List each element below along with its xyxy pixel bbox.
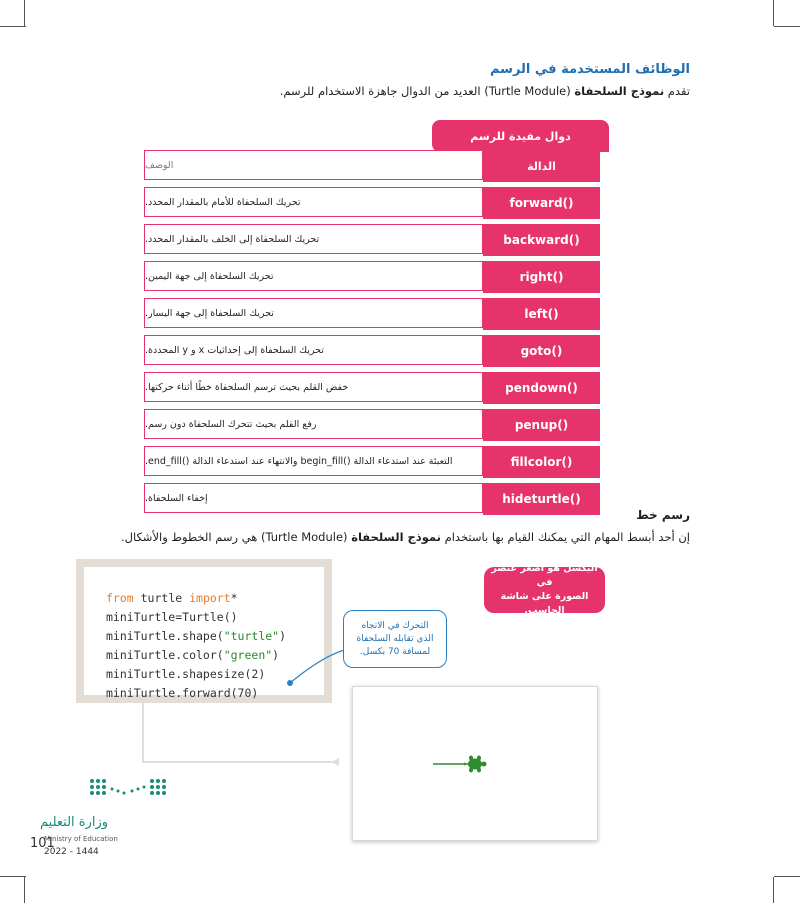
pixel-callout (484, 563, 605, 616)
drawing-text: إن أحد أبسط المهام التي يمكنك القيام بها باستخدام نموذج السلحفاة (Turtle Module) هي رسم الخطوط والأشكال. (120, 530, 690, 544)
row-function: right() (483, 261, 600, 293)
row-description: تحريك السلحفاة إلى إحداثيات x و y المحددة. (144, 335, 483, 365)
row-function: pendown() (483, 372, 600, 404)
arrow-head (331, 758, 339, 766)
move-callout-line: الذي تقابله السلحفاة (356, 633, 434, 644)
code-to-canvas-line (143, 703, 336, 762)
turtle-drawing (353, 687, 597, 840)
turtle-icon (464, 756, 487, 773)
header-description: الوصف (144, 150, 483, 180)
ministry-name-ar: وزارة التعليم (40, 815, 109, 830)
callout-pointer-dot (287, 680, 293, 686)
drawing-title: رسم خط (636, 508, 690, 522)
move-callout-line: لمسافة 70 بكسل. (359, 646, 431, 657)
row-function: left() (483, 298, 600, 330)
ministry-name-en: Ministry of Education (44, 835, 118, 843)
code-line: miniTurtle.shapesize(2) (106, 667, 266, 681)
turtle-canvas (352, 686, 598, 841)
pixel-callout-line: البكسل هو أصغر عنصر في (491, 563, 598, 588)
row-description: تحريك السلحفاة إلى جهة اليسار. (144, 298, 483, 328)
ministry-logo-icon (88, 775, 178, 803)
row-description: رفع القلم بحيث تتحرك السلحفاة دون رسم. (144, 409, 483, 439)
table-caption: دوال مفيدة للرسم (432, 120, 609, 152)
code-line: miniTurtle.color("green") (106, 648, 280, 662)
intro-text: تقدم نموذج السلحفاة (Turtle Module) العديد من الدوال جاهزة الاستخدام للرسم. (279, 84, 690, 98)
row-description: تحريك السلحفاة إلى الخلف بالمقدار المحدد. (144, 224, 483, 254)
row-function: hideturtle() (483, 483, 600, 515)
row-function: goto() (483, 335, 600, 367)
row-function: backward() (483, 224, 600, 256)
row-description: التعبئة عند استدعاء الدالة ()begin_fill والانتهاء عند استدعاء الدالة ()end_fill. (144, 446, 483, 476)
section-title: الوظائف المستخدمة في الرسم (489, 62, 690, 77)
year-label: 2022 - 1444 (44, 847, 99, 857)
row-description: تحريك السلحفاة للأمام بالمقدار المحدد. (144, 187, 483, 217)
code-line: from turtle import* (106, 591, 238, 605)
move-callout-line: التحرك في الاتجاه (361, 620, 429, 631)
row-description: خفض القلم بحيث ترسم السلحفاة خطًا أثناء حركتها. (144, 372, 483, 402)
row-function: penup() (483, 409, 600, 441)
row-description: تحريك السلحفاة إلى جهة اليمين. (144, 261, 483, 291)
row-function: forward() (483, 187, 600, 219)
move-callout (343, 610, 447, 668)
code-line: miniTurtle=Turtle() (106, 610, 238, 624)
header-function: الدالة (483, 150, 600, 182)
code-line: miniTurtle.forward(70) (106, 686, 259, 700)
row-function: fillcolor() (483, 446, 600, 478)
code-line: miniTurtle.shape("turtle") (106, 629, 287, 643)
page-number: 101 (30, 836, 55, 851)
row-description: إخفاء السلحفاة. (144, 483, 483, 513)
pixel-callout-line: الصورة على شاشة الحاسب. (500, 591, 589, 616)
